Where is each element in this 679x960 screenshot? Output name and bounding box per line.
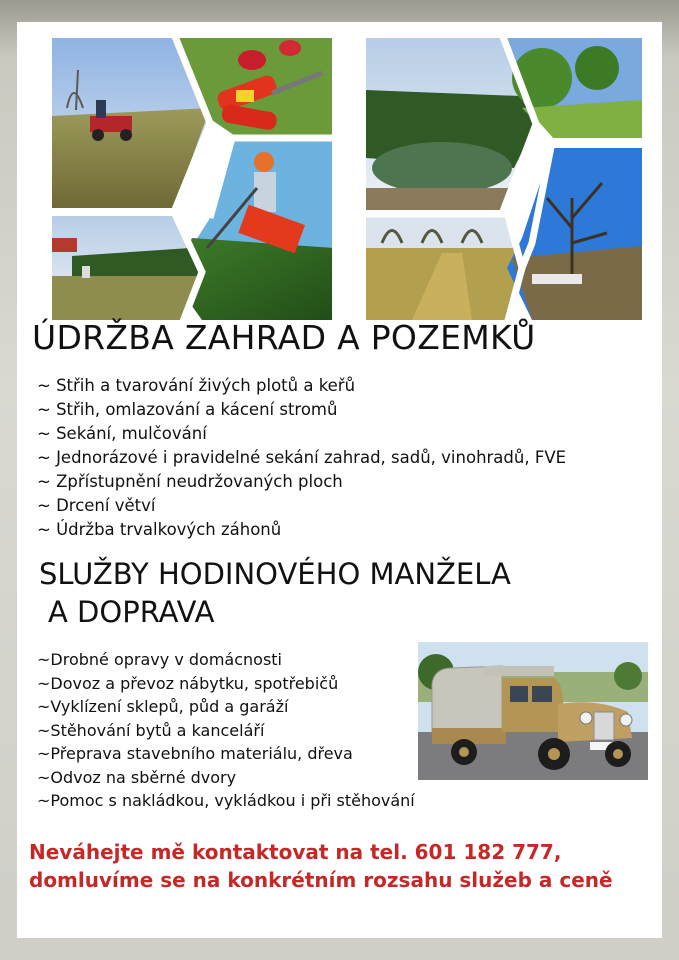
photo-cleared-land: [507, 148, 642, 320]
contact-message: [29, 838, 613, 894]
list-item: ~ Sekání, mulčování: [37, 424, 207, 443]
list-item: ~ Zpřístupnění neudržovaných ploch: [37, 472, 343, 491]
list-item: ~ Jednorázové i pravidelné sekání zahrad, sadů, vinohradů, FVE: [37, 448, 567, 467]
collage-photos: [52, 38, 642, 320]
list-item: ~Přeprava stavebního materiálu, dřeva: [37, 744, 353, 763]
list-item: ~ Střih a tvarování živých plotů a keřů: [37, 376, 356, 395]
list-item: ~Dovoz a převoz nábytku, spotřebičů: [37, 673, 339, 693]
headline-line: A DOPRAVA: [48, 595, 215, 629]
list-item: ~Drobné opravy v domácnosti: [37, 650, 282, 669]
headline-garden-maintenance: ÚDRŽBA ZAHRAD A POZEMKŮ: [32, 318, 536, 357]
list-item: ~ Střih, omlazování a kácení stromů: [37, 400, 338, 419]
list-item: ~Odvoz na sběrné dvory: [37, 767, 237, 787]
contact-line-offer: domluvíme se na konkrétním rozsahu služeb a ceně: [29, 868, 613, 892]
garden-services-list: [37, 374, 566, 542]
headline-line: SLUŽBY HODINOVÉHO MANŽELA: [39, 557, 511, 591]
headline-handyman-transport: [39, 555, 511, 631]
photo-orchard-rows: [366, 216, 522, 320]
poster: [17, 22, 662, 938]
truck-photo: [418, 642, 648, 780]
list-item: ~ Drcení větví: [37, 496, 156, 515]
list-item: ~Vyklízení sklepů, půd a garáží: [37, 697, 289, 716]
photo-collage: [52, 38, 642, 320]
contact-line-phone: Neváhejte mě kontaktovat na tel. 601 182 777,: [29, 840, 562, 864]
list-item: ~Pomoc s nakládkou, vykládkou i při stěhování: [37, 791, 415, 810]
vintage-truck-image: [418, 642, 648, 780]
list-item: ~ Údržba trvalkových záhonů: [37, 520, 282, 539]
handyman-services-list: [37, 648, 415, 813]
list-item: ~Stěhování bytů a kanceláří: [37, 720, 265, 740]
